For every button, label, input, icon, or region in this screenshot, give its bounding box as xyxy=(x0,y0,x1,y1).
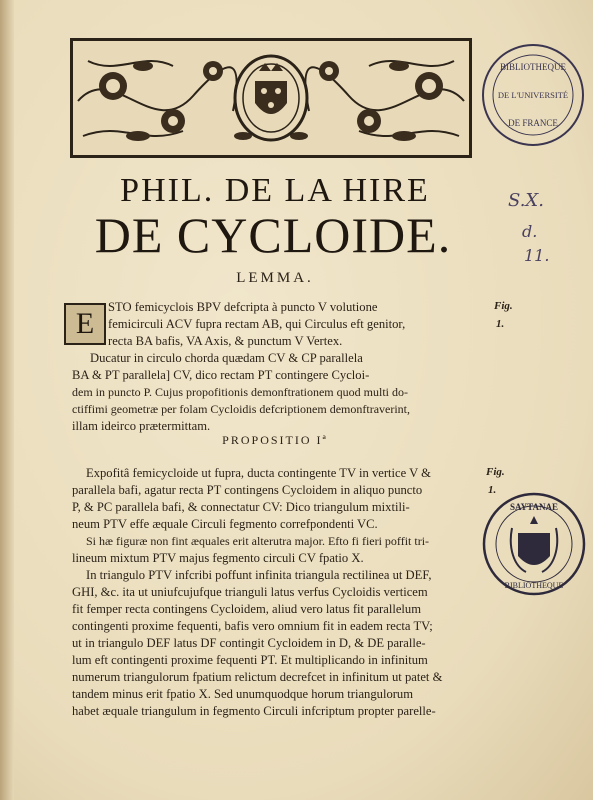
stamp-side-line2: BIBLIOTHEQUE xyxy=(504,581,564,590)
library-stamp-top xyxy=(478,40,588,150)
figure-note-1-number: 1. xyxy=(496,318,505,330)
lemma-heading: LEMMA. xyxy=(236,270,314,286)
proposition-line: lum eft contingenti proxime fequenti PT. Et multiplicando in infinitum xyxy=(72,653,428,667)
library-stamp-side xyxy=(478,488,590,600)
stamp-top-line2: DE L'UNIVERSITÉ xyxy=(497,90,569,100)
proposition-line: contingenti proxime fequenti, bafis vero omnium fit in eadem recta TV; xyxy=(72,619,433,633)
proposition-line: P, & PC parallela bafi, & connectatur CV: Dico triangulum mixtili- xyxy=(72,500,410,514)
proposition-line: ut in triangulo DEF latus DF contingit Cycloidem in D, & DE paralle- xyxy=(72,636,426,650)
stamp-top-line1: BIBLIOTHEQUE xyxy=(500,62,566,72)
page-subtitle: DE CYCLOIDE. xyxy=(94,207,452,263)
figure-note-2-number: 1. xyxy=(488,484,497,496)
proposition-line: numerum triangulorum fpatium relictum decrefcet in infinitum ut patet & xyxy=(72,670,443,684)
stamp-top-line3: DE FRANCE xyxy=(508,118,558,128)
shelfmark-line-1: S.X. xyxy=(508,190,544,211)
decorative-headpiece xyxy=(70,38,472,158)
headpiece-ornament-icon xyxy=(73,41,469,155)
figure-note-2-label: Fig. xyxy=(486,466,505,478)
proposition-line: lineum mixtum PTV majus fegmento circuli CV fpatio X. xyxy=(72,551,364,565)
proposition-line: GHI, &c. ita ut uniufcujufque trianguli latus verfus Cycloidis verticem xyxy=(72,585,428,599)
proposition-line: Expofitâ femicycloide ut fupra, ducta contingente TV in vertice V & xyxy=(86,466,431,480)
lemma-line: STO femicyclois BPV defcripta à puncto V volutione xyxy=(108,300,378,314)
proposition-line: habet æquale triangulum in fegmento Circuli infcriptum propter parelle- xyxy=(72,704,436,718)
lemma-line: dem in puncto P. Cujus propofitionis demonftrationem quod multi do- xyxy=(72,385,408,399)
shelfmark-line-2: d. xyxy=(522,222,538,241)
shelfmark-line-3: 11. xyxy=(524,246,550,265)
lemma-line: femicirculi ACV fupra rectam AB, qui Circulus eft genitor, xyxy=(108,317,406,331)
stamp-side-line1: SAYTANAE xyxy=(509,502,559,512)
page-title: PHIL. DE LA HIRE xyxy=(120,172,430,209)
lemma-line: BA & PT parallela] CV, dico rectam PT contingere Cycloi- xyxy=(72,368,370,382)
lemma-line: ctiffimi geometræ per folam Cycloidis defcriptionem demonftraverint, xyxy=(72,402,411,416)
page-gutter-shadow xyxy=(0,0,14,800)
proposition-line: Si hæ figuræ non fint æquales erit alterutra major. Efto fi fieri poffit tri- xyxy=(86,534,430,548)
stamp-seal-icon xyxy=(478,488,590,600)
proposition-line: tandem minus erit fpatio X. Sed unumquodque horum triangulorum xyxy=(72,687,414,701)
lemma-line: recta BA bafis, VA Axis, & punctum V Vertex. xyxy=(108,334,343,348)
proposition-line: neum PTV effe æquale Circuli fegmento correfpondenti VC. xyxy=(72,517,378,531)
proposition-line: parallela bafi, agatur recta PT contingens Cycloidem in aliquo puncto xyxy=(72,483,423,497)
proposition-heading: PROPOSITIO Iª xyxy=(222,433,328,447)
initial-letter: E xyxy=(75,307,95,340)
stamp-seal-icon xyxy=(478,40,588,150)
lemma-line: Ducatur in circulo chorda quædam CV & CP parallela xyxy=(90,351,363,365)
proposition-line: In triangulo PTV infcribi poffunt infinita triangula rectilinea ut DEF, xyxy=(86,568,432,582)
decorated-initial xyxy=(64,303,106,345)
proposition-line: fit femper recta contingens Cycloidem, aliud vero latus fit parallelum xyxy=(72,602,422,616)
figure-note-1-label: Fig. xyxy=(494,300,513,312)
lemma-line: illam ideirco prætermittam. xyxy=(72,419,211,433)
